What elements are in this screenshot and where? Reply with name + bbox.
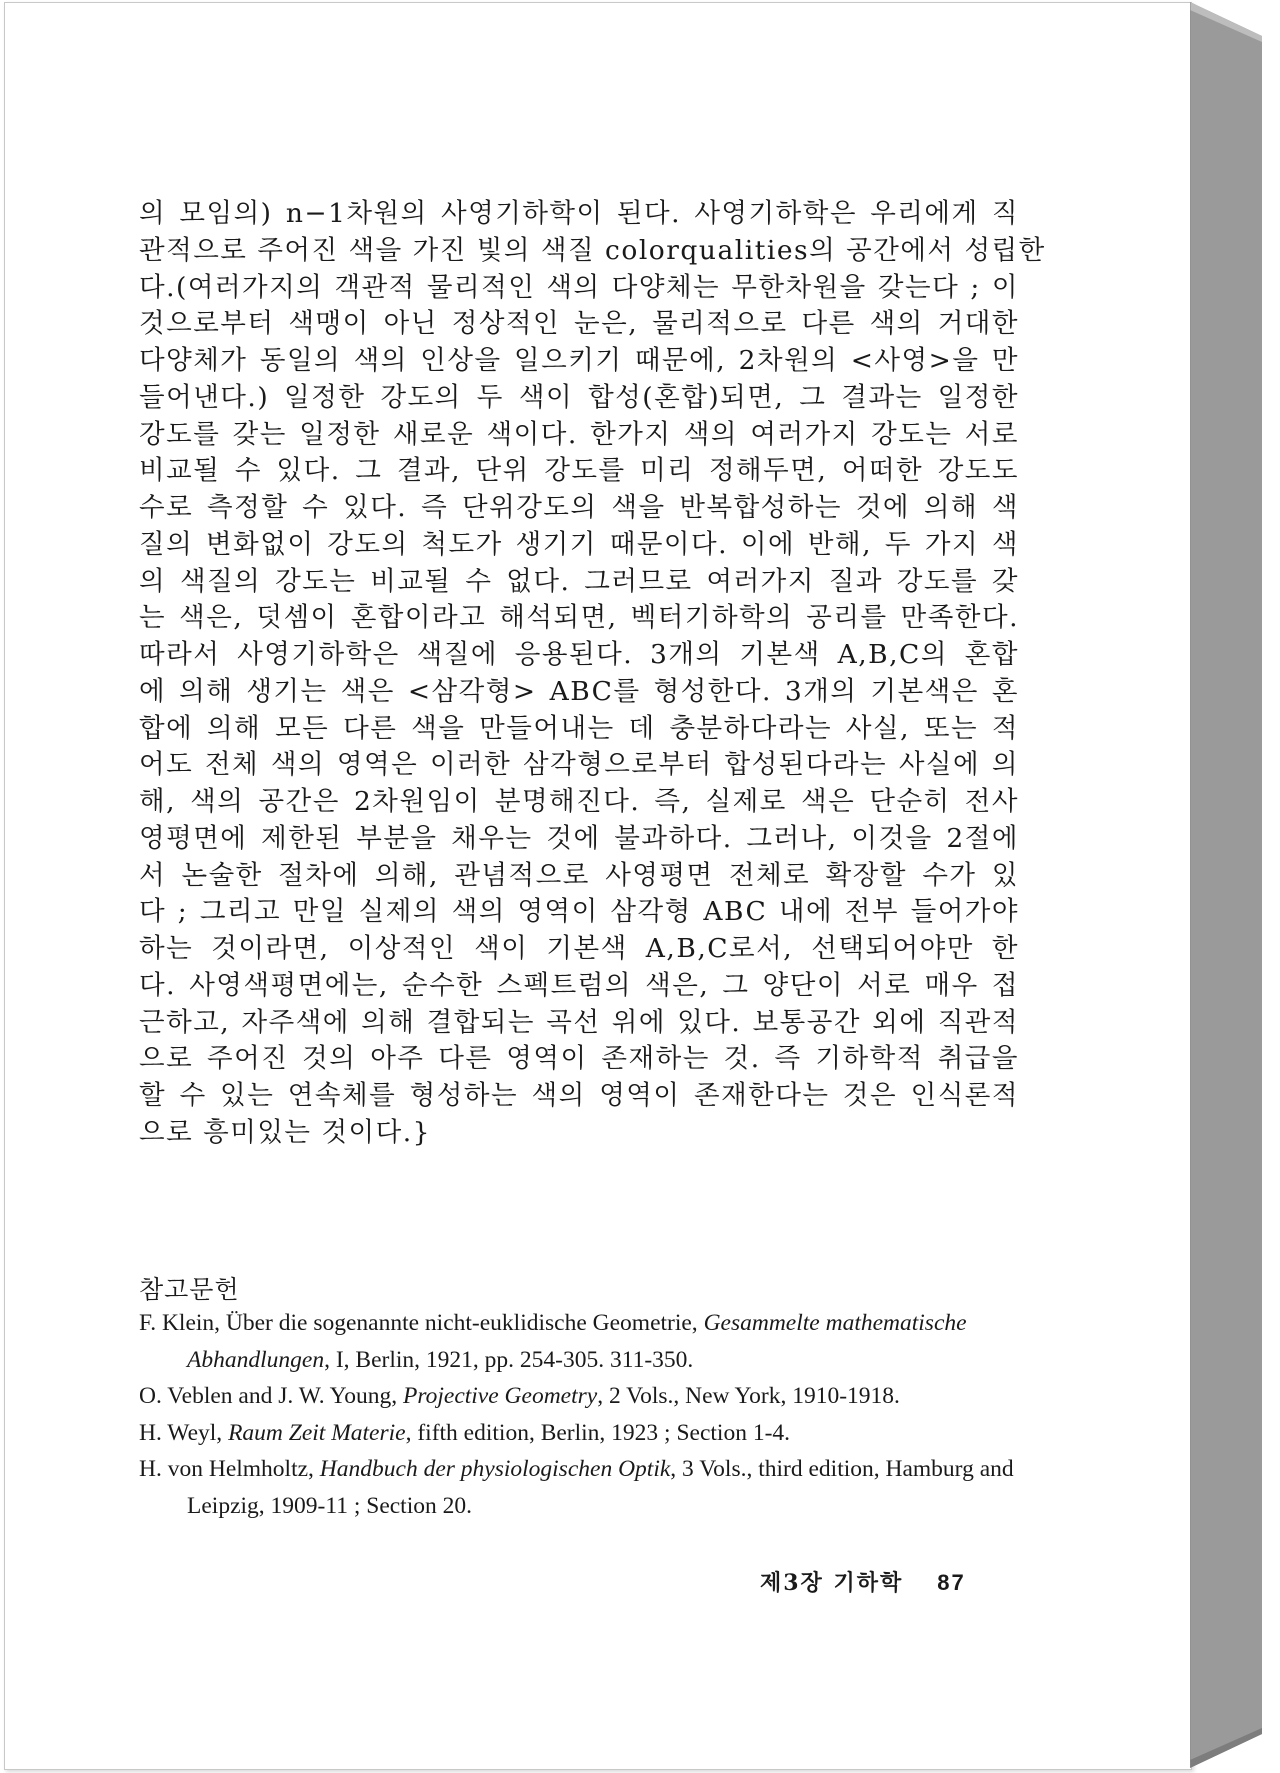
body-line: 관적으로 주어진 색을 가진 빛의 색질 colorqualities의 공간에서 성립한 [139, 234, 1046, 266]
body-line: 하는 것이라면, 이상적인 색이 기본색 A,B,C로서, 선택되어야만 한 [139, 933, 1019, 964]
reference-title: Gesammelte mathematische Abhandlungen [187, 1310, 967, 1373]
page-footer [760, 1566, 966, 1597]
body-line: 어도 전체 색의 영역은 이러한 삼각형으로부터 합성된다라는 사실에 의 [139, 749, 1019, 781]
body-line: 강도를 갖는 일정한 새로운 색이다. 한가지 색의 여러가지 강도는 서로 [139, 418, 1019, 450]
body-text [139, 196, 1046, 1152]
reference-suffix: , I, Berlin, 1921, pp. 254-305. 311-350. [324, 1346, 694, 1373]
page-number: 87 [937, 1570, 966, 1595]
reference-suffix: , 3 Vols., third edition, Hamburg and Leipzig, 1909-11 ; Section 20. [187, 1456, 1014, 1519]
body-line: 비교될 수 있다. 그 결과, 단위 강도를 미리 정해두면, 어떠한 강도도 [139, 455, 1019, 487]
body-line: 는 색은, 덧셈이 혼합이라고 해석되면, 벡터기하학의 공리를 만족한다. [139, 602, 1019, 634]
body-line: 질의 변화없이 강도의 척도가 생기기 때문이다. 이에 반해, 두 가지 색 [139, 528, 1019, 560]
reference-prefix: O. Veblen and J. W. Young, [139, 1383, 403, 1409]
reference-item [139, 1305, 1025, 1378]
references-heading: 참고문헌 [139, 1275, 240, 1304]
body-line: 따라서 사영기하학은 색질에 응용된다. 3개의 기본색 A,B,C의 혼합 [139, 639, 1019, 670]
references-list [139, 1305, 1025, 1524]
body-line: 할 수 있는 연속체를 형성하는 색의 영역이 존재한다는 것은 인식론적 [139, 1080, 1019, 1111]
body-line: 수로 측정할 수 있다. 즉 단위강도의 색을 반복합성하는 것에 의해 색 [139, 492, 1019, 523]
page-edge-3d [1190, 2, 1262, 1768]
body-line: 해, 색의 공간은 2차원임이 분명해진다. 즉, 실제로 색은 단순히 전사 [139, 786, 1019, 817]
body-line: 으로 흥미있는 것이다.} [139, 1116, 432, 1148]
body-line: 다 ; 그리고 만일 실제의 색의 영역이 삼각형 ABC 내에 전부 들어가야 [139, 896, 1019, 928]
body-line: 들어낸다.) 일정한 강도의 두 색이 합성(혼합)되면, 그 결과는 일정한 [139, 381, 1019, 413]
body-line: 으로 주어진 것의 아주 다른 영역이 존재하는 것. 즉 기하학적 취급을 [139, 1043, 1019, 1075]
body-line: 다양체가 동일의 색의 인상을 일으키기 때문에, 2차원의 <사영>을 만 [139, 345, 1019, 376]
chapter-title: 제3장 기하학 [760, 1570, 904, 1596]
body-line: 근하고, 자주색에 의해 결합되는 곡선 위에 있다. 보통공간 외에 직관적 [139, 1006, 1019, 1038]
reference-suffix: , 2 Vols., New York, 1910-1918. [597, 1383, 900, 1409]
body-line: 영평면에 제한된 부분을 채우는 것에 불과하다. 그러나, 이것을 2절에 [139, 822, 1019, 854]
reference-item [139, 1415, 1025, 1452]
reference-prefix: H. Weyl, [139, 1419, 229, 1446]
body-line: 의 모임의) n−1차원의 사영기하학이 된다. 사영기하학은 우리에게 직 [139, 198, 1019, 229]
reference-prefix: F. Klein, Über die sogenannte nicht-euklidische Geometrie, [139, 1310, 704, 1336]
body-line: 서 논술한 절차에 의해, 관념적으로 사영평면 전체로 확장할 수가 있 [139, 859, 1019, 891]
body-line: 에 의해 생기는 색은 <삼각형> ABC를 형성한다. 3개의 기본색은 혼 [139, 675, 1019, 707]
reference-prefix: H. von Helmholtz, [139, 1456, 320, 1482]
reference-title: Handbuch der physiologischen Optik [319, 1456, 671, 1482]
body-line: 다.(여러가지의 객관적 물리적인 색의 다양체는 무한차원을 갖는다 ; 이 [139, 271, 1019, 303]
reference-item [139, 1378, 1025, 1415]
reference-title: Raum Zeit Materie [228, 1419, 406, 1446]
reference-item [139, 1451, 1025, 1524]
body-line: 것으로부터 색맹이 아닌 정상적인 눈은, 물리적으로 다른 색의 거대한 [139, 308, 1019, 340]
body-line: 의 색질의 강도는 비교될 수 없다. 그러므로 여러가지 질과 강도를 갖 [139, 565, 1019, 597]
body-line: 합에 의해 모든 다른 색을 만들어내는 데 충분하다라는 사실, 또는 적 [139, 712, 1019, 744]
body-line: 다. 사영색평면에는, 순수한 스펙트럼의 색은, 그 양단이 서로 매우 접 [139, 969, 1019, 1001]
reference-suffix: , fifth edition, Berlin, 1923 ; Section 1-4. [405, 1419, 791, 1446]
reference-title: Projective Geometry [402, 1383, 598, 1409]
